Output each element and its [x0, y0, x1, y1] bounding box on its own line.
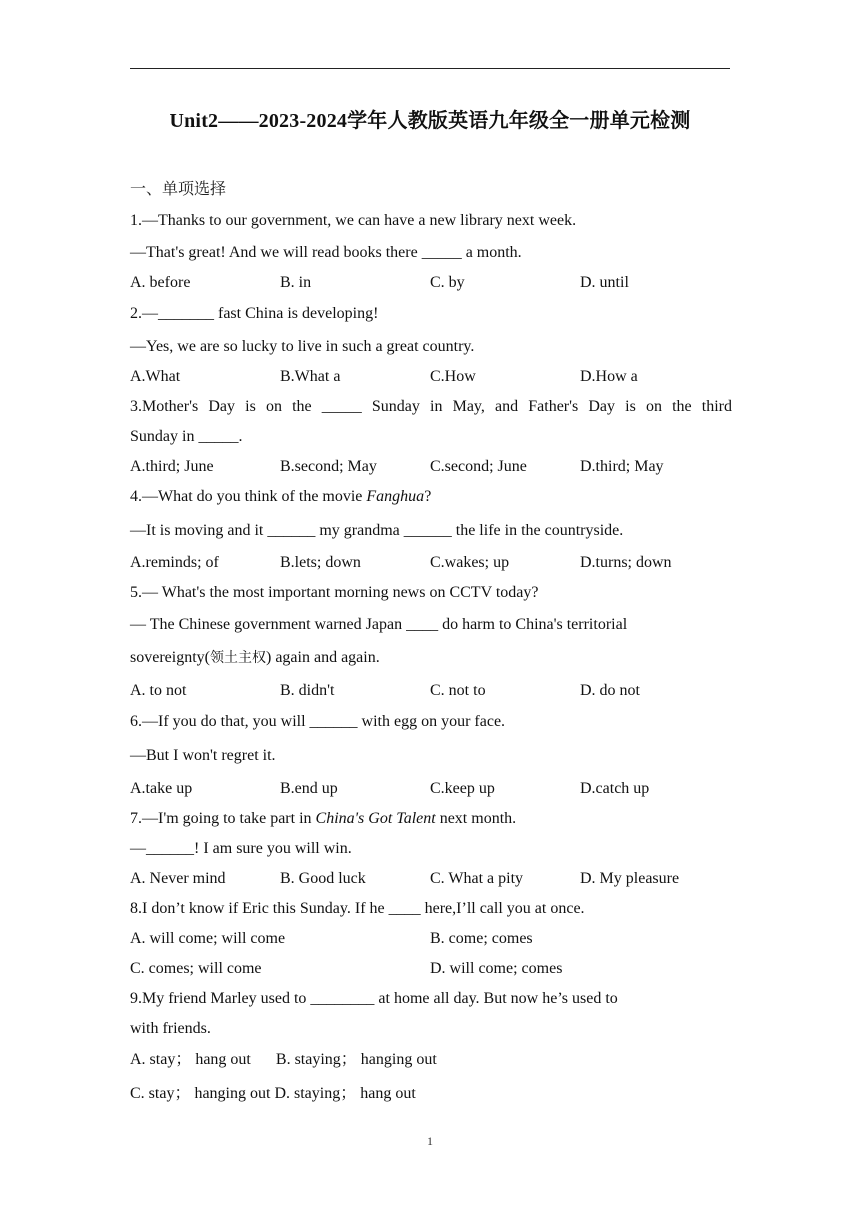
option-a: A.third; June	[130, 458, 214, 475]
page-number: 1	[427, 1134, 433, 1148]
option-a: A. Never mind	[130, 870, 226, 887]
option-b: B.end up	[280, 780, 338, 797]
options-row	[130, 928, 732, 950]
option-a: A.reminds; of	[130, 554, 219, 571]
stem-text: ?	[424, 488, 432, 505]
option-c: C. by	[430, 274, 465, 291]
chinese-gloss: 领土主权	[209, 650, 266, 666]
options-row	[130, 1049, 732, 1071]
question-4	[130, 486, 732, 574]
question-stem: 5.— What's the most important morning news on CCTV today?	[130, 584, 539, 601]
options-row	[130, 680, 732, 702]
option-a: A. before	[130, 274, 191, 291]
option-d: D. will come; comes	[430, 960, 563, 977]
section-heading: 一、单项选择	[130, 179, 227, 198]
options-row	[130, 272, 732, 294]
option-d: D. My pleasure	[580, 870, 680, 887]
question-stem: 2.—_______ fast China is developing!	[130, 305, 379, 322]
question-stem: —It is moving and it ______ my grandma ______ the life in the countryside.	[130, 522, 624, 539]
header-rule	[130, 68, 730, 69]
options-row	[130, 958, 732, 980]
question-8	[130, 898, 732, 980]
option-b: B. in	[280, 274, 312, 291]
option-c: C.wakes; up	[430, 554, 510, 571]
option-a: A.take up	[130, 780, 193, 797]
stem-text: 4.—What do you think of the movie	[130, 488, 367, 505]
option-b: B.lets; down	[280, 554, 361, 571]
movie-title: Fanghua	[366, 488, 425, 505]
question-2	[130, 303, 732, 388]
question-stem: 1.—Thanks to our government, we can have a new library next week.	[130, 212, 577, 229]
option-c: C. not to	[430, 682, 486, 699]
question-stem: —But I won't regret it.	[130, 747, 276, 764]
options-row	[130, 366, 732, 388]
option-b: B. Good luck	[280, 870, 366, 887]
option-d: D. until	[580, 274, 629, 291]
question-stem: 8.I don’t know if Eric this Sunday. If he ____ here,I’ll call you at once.	[130, 900, 585, 917]
question-stem	[130, 486, 732, 508]
options-row	[130, 552, 732, 574]
question-stem: with friends.	[130, 1020, 211, 1037]
question-stem: —______! I am sure you will win.	[130, 840, 352, 857]
question-5	[130, 582, 732, 702]
option-b: B. come; comes	[430, 930, 533, 947]
option-c: C.second; June	[430, 458, 527, 475]
question-1	[130, 210, 732, 294]
question-stem: —That's great! And we will read books there _____ a month.	[130, 244, 522, 261]
options-row	[130, 1083, 732, 1105]
question-stem: —Yes, we are so lucky to live in such a great country.	[130, 338, 475, 355]
option-d: D. do not	[580, 682, 640, 699]
option-c-d: C. stay； hanging out D. staying； hang out	[130, 1085, 416, 1102]
question-9	[130, 988, 732, 1105]
option-a: A.What	[130, 368, 181, 385]
option-c: C.keep up	[430, 780, 495, 797]
question-stem: 9.My friend Marley used to ________ at home all day. But now he’s used to	[130, 990, 618, 1007]
option-a: A. to not	[130, 682, 187, 699]
option-d: D.turns; down	[580, 554, 672, 571]
question-stem	[130, 808, 732, 830]
options-row	[130, 868, 732, 890]
option-a: A. will come; will come	[130, 930, 286, 947]
option-c: C. What a pity	[430, 870, 524, 887]
option-b: B. didn't	[280, 682, 335, 699]
option-b: B. staying； hanging out	[275, 1051, 437, 1068]
option-d: D.third; May	[580, 458, 664, 475]
question-stem: Sunday in _____.	[130, 428, 243, 445]
question-stem: — The Chinese government warned Japan ____ do harm to China's territorial	[130, 616, 628, 633]
option-c: C.How	[430, 368, 476, 385]
stem-text: sovereignty(	[130, 649, 210, 666]
show-title: China's Got Talent	[315, 810, 436, 827]
option-b: B.What a	[280, 368, 341, 385]
question-6	[130, 711, 732, 800]
option-d: D.catch up	[580, 780, 650, 797]
question-stem: 6.—If you do that, you will ______ with egg on your face.	[130, 713, 506, 730]
question-7	[130, 808, 732, 890]
question-3	[130, 396, 732, 478]
question-stem: 3.Mother's Day is on the _____ Sunday in May, and Father's Day is on the third	[130, 398, 732, 415]
document-title: Unit2——2023-2024学年人教版英语九年级全一册单元检测	[169, 110, 691, 132]
question-list	[130, 210, 732, 1105]
options-row	[130, 456, 732, 478]
option-c: C. comes; will come	[130, 960, 262, 977]
option-d: D.How a	[580, 368, 638, 385]
options-row	[130, 778, 732, 800]
question-stem	[130, 647, 732, 669]
option-a: A. stay； hang out	[130, 1051, 251, 1068]
option-b: B.second; May	[280, 458, 377, 475]
stem-text: next month.	[435, 810, 517, 827]
stem-text: ) again and again.	[265, 649, 380, 666]
stem-text: 7.—I'm going to take part in	[130, 810, 316, 827]
